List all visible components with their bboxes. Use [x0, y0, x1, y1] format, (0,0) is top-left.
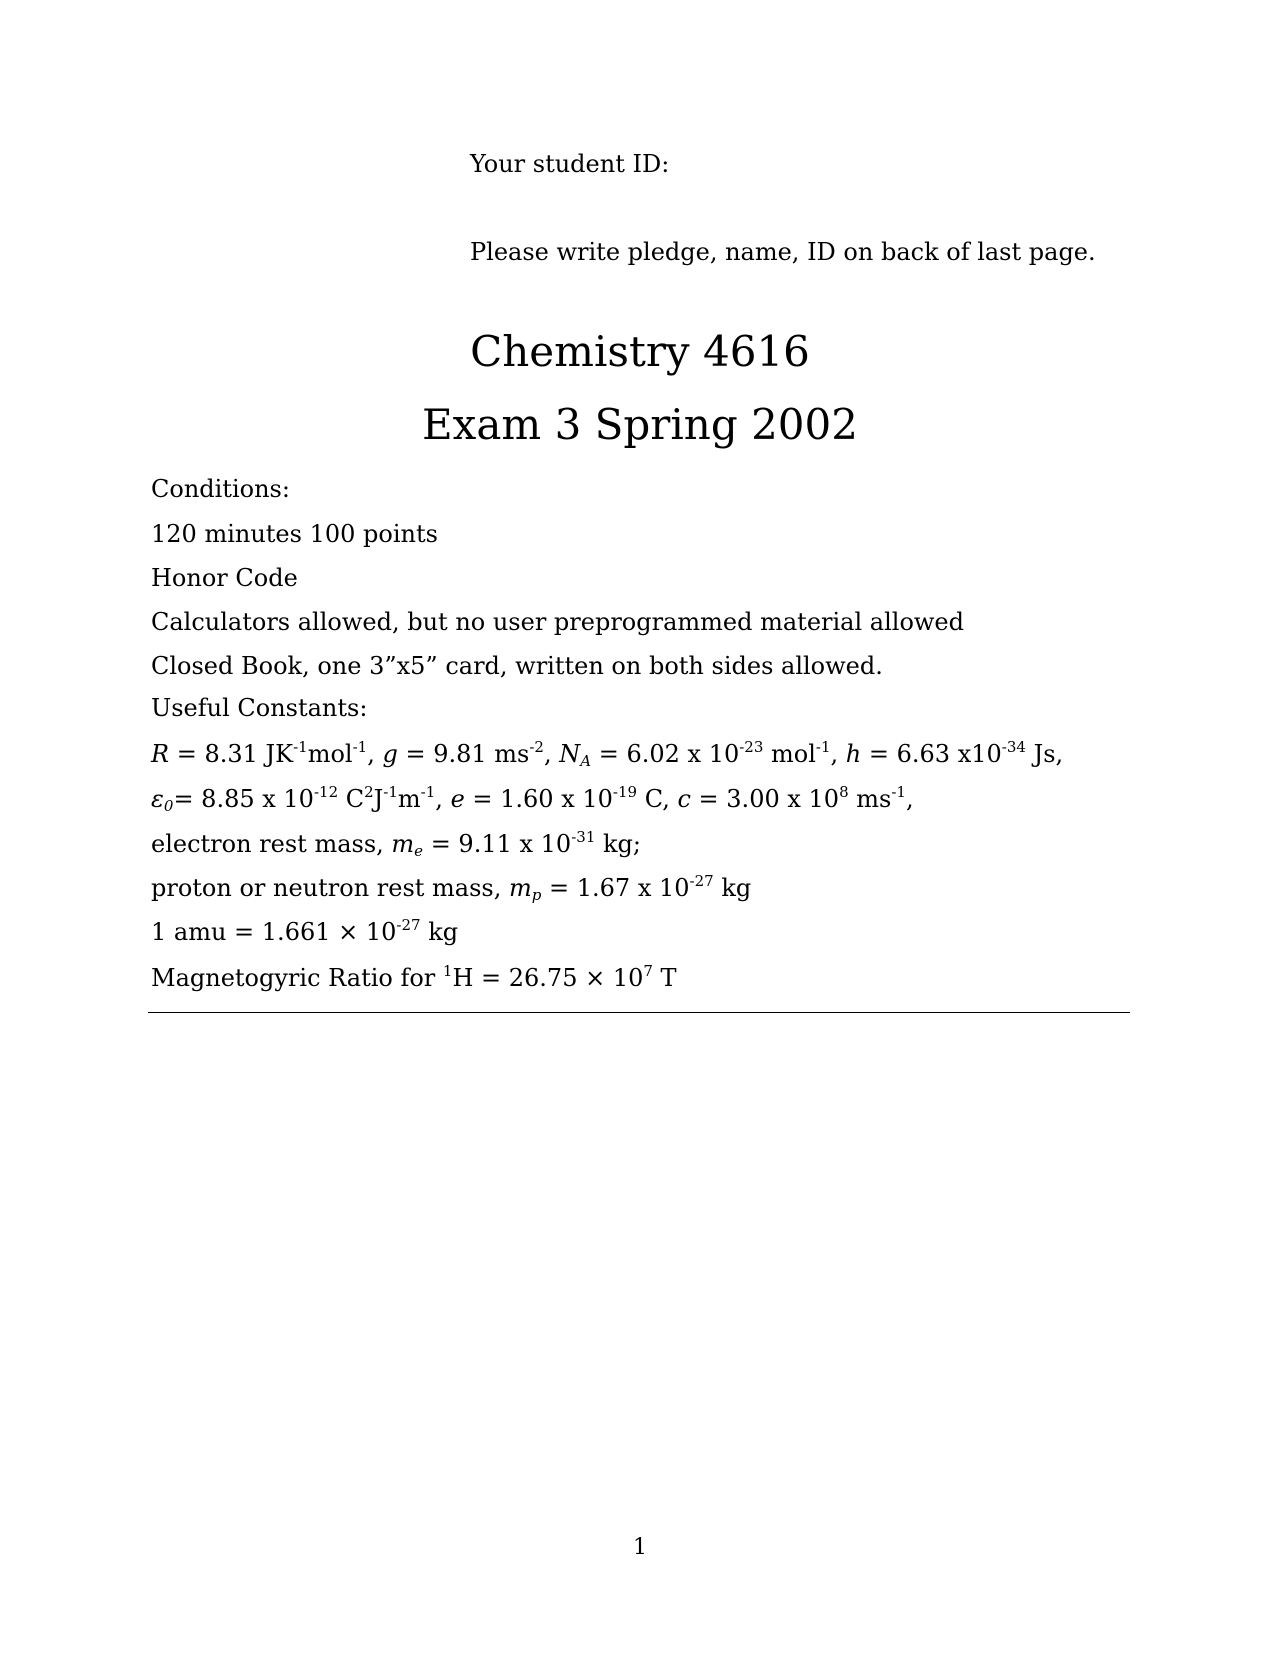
electron-mass-label: electron rest mass,	[151, 830, 392, 858]
charge-value: = 1.60 x 10	[464, 785, 613, 813]
exponent: 7	[643, 962, 653, 980]
amu-value: 1 amu = 1.661 × 10	[151, 918, 397, 946]
magnetogyric-value: H = 26.75 × 10	[452, 964, 644, 992]
planck-symbol: h	[845, 740, 862, 768]
separator: ,	[435, 785, 451, 813]
exponent: 2	[364, 783, 374, 801]
exponent: -34	[1001, 738, 1026, 756]
subscript: e	[414, 842, 424, 860]
exponent: -1	[383, 783, 398, 801]
exponent: -1	[293, 738, 308, 756]
student-id-label: Your student ID:	[470, 150, 670, 178]
unit: kg	[713, 874, 752, 902]
avogadro-value: = 6.02 x 10	[591, 740, 740, 768]
unit: T	[652, 964, 677, 992]
avogadro-symbol: N	[559, 740, 581, 768]
unit: C,	[637, 785, 678, 813]
constants-line-1	[151, 740, 1063, 768]
subscript: A	[580, 752, 592, 770]
section-divider	[148, 1012, 1130, 1013]
course-title: Chemistry 4616	[470, 327, 810, 376]
constants-line-6	[151, 964, 677, 992]
page-number: 1	[633, 1535, 647, 1560]
exponent: -23	[739, 738, 764, 756]
exponent: -2	[529, 738, 544, 756]
proton-mass-value: = 1.67 x 10	[541, 874, 690, 902]
unit: Js,	[1025, 740, 1064, 768]
exponent: -27	[689, 872, 714, 890]
planck-value: = 6.63 x10	[861, 740, 1002, 768]
separator: ,	[905, 785, 914, 813]
exponent: 8	[839, 783, 849, 801]
constants-line-3	[151, 830, 641, 858]
unit: ms	[848, 785, 892, 813]
exponent: -31	[571, 828, 596, 846]
instruction-text: Please write pledge, name, ID on back of last page.	[470, 238, 1096, 266]
gas-constant-symbol: R	[151, 740, 170, 768]
separator: ,	[830, 740, 846, 768]
mass-symbol: m	[391, 830, 415, 858]
permittivity-value: = 8.85 x 10	[173, 785, 314, 813]
permittivity-symbol: ε	[151, 785, 164, 813]
unit: mol	[307, 740, 353, 768]
exam-title: Exam 3 Spring 2002	[422, 400, 858, 449]
unit: m	[397, 785, 421, 813]
magnetogyric-label: Magnetogyric Ratio for	[151, 964, 443, 992]
gravity-symbol: g	[382, 740, 398, 768]
time-points-line: 120 minutes 100 points	[151, 520, 438, 548]
exponent: -1	[815, 738, 831, 756]
closed-book-line: Closed Book, one 3”x5” card, written on both sides allowed.	[151, 652, 883, 680]
separator: ,	[367, 740, 383, 768]
separator: ,	[543, 740, 560, 768]
honor-code-line: Honor Code	[151, 564, 298, 592]
constants-line-2	[151, 785, 914, 813]
gravity-value: = 9.81 ms	[397, 740, 530, 768]
constants-line-4	[151, 874, 751, 902]
charge-symbol: e	[450, 785, 465, 813]
subscript: p	[531, 886, 542, 904]
exponent: -19	[612, 783, 638, 801]
conditions-heading: Conditions:	[151, 475, 290, 503]
calculators-line: Calculators allowed, but no user preprogrammed material allowed	[151, 608, 964, 636]
unit: C	[338, 785, 365, 813]
light-speed-symbol: c	[677, 785, 691, 813]
constants-line-5	[151, 918, 458, 946]
gas-constant-value: = 8.31 JK	[169, 740, 294, 768]
unit: J	[373, 785, 384, 813]
subscript: 0	[163, 797, 174, 815]
electron-mass-value: = 9.11 x 10	[423, 830, 572, 858]
unit: mol	[763, 740, 816, 768]
mass-symbol: m	[509, 874, 532, 902]
exponent: -1	[420, 783, 436, 801]
exponent: -1	[352, 738, 368, 756]
proton-mass-label: proton or neutron rest mass,	[151, 874, 510, 902]
exponent: -27	[396, 916, 421, 934]
unit: kg;	[595, 830, 641, 858]
constants-heading: Useful Constants:	[151, 694, 368, 722]
light-speed-value: = 3.00 x 10	[690, 785, 840, 813]
unit: kg	[420, 918, 459, 946]
exponent: -1	[891, 783, 906, 801]
isotope-superscript: 1	[442, 962, 453, 980]
exponent: -12	[313, 783, 339, 801]
